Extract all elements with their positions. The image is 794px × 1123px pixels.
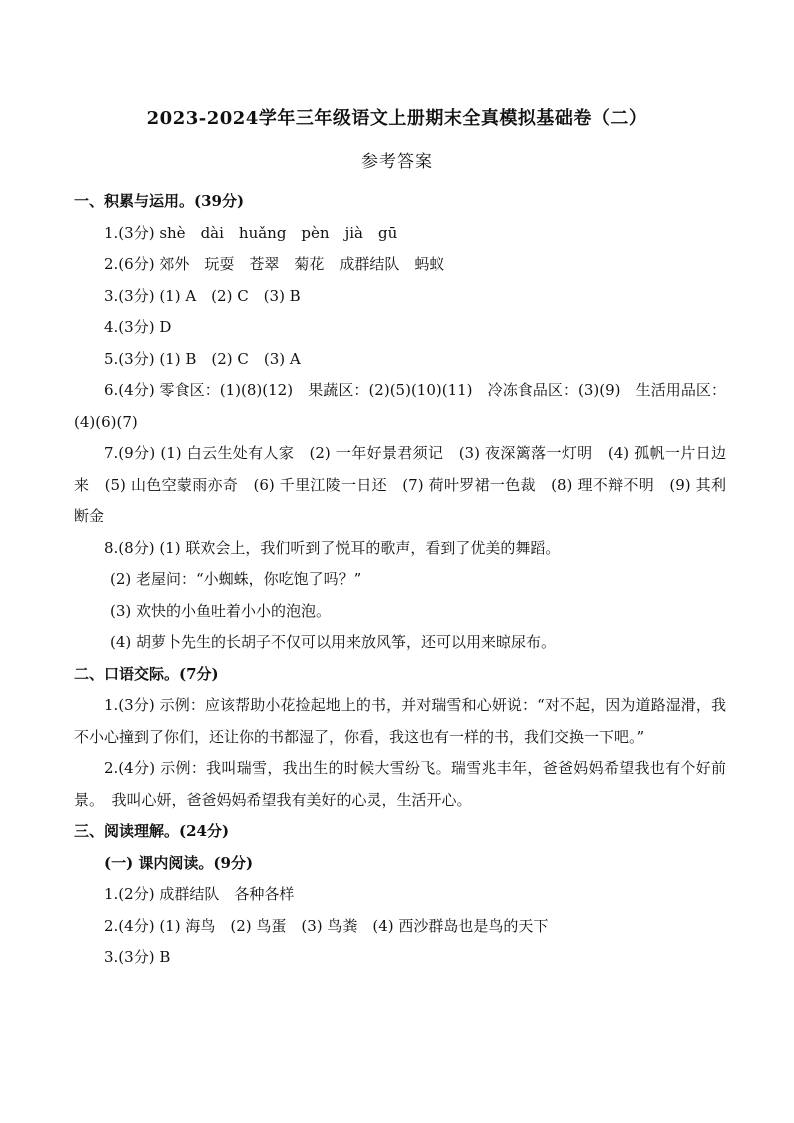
- answer-1-8-2: (2) 老屋问：“小蜘蛛，你吃饱了吗？”: [110, 570, 362, 588]
- section-3-heading: 三、阅读理解。(24分): [74, 822, 230, 840]
- answer-2-1: 1.(3分) 示例：应该帮助小花捡起地上的书，并对瑞雪和心妍说：“对不起，因为道路湿滑，我不小心撞到了你们，还让你的书都湿了，你看，我这也有一样的书，我们交换一下吧。”: [74, 696, 726, 746]
- page-subtitle: 参考答案: [361, 152, 433, 172]
- answer-2-2: 2.(4分) 示例：我叫瑞雪，我出生的时候大雪纷飞。瑞雪兆丰年，爸爸妈妈希望我也有个好前景。 我叫心妍，爸爸妈妈希望我有美好的心灵，生活开心。: [74, 759, 726, 809]
- answer-1-5: 5.(3分) (1) B (2) C (3) A: [104, 349, 301, 368]
- answer-1-4: 4.(3分) D: [104, 318, 172, 336]
- answer-1-3: 3.(3分) (1) A (2) C (3) B: [104, 286, 301, 305]
- answer-1-7: 7.(9分) (1) 白云生处有人家 (2) 一年好景君须记 (3) 夜深篱落一灯明 (4) 孤帆一片日边来 (5) 山色空蒙雨亦奇 (6) 千里江陵一日还 (7) 荷叶罗裙一色裁 (8) 理不辩不明 (9) 其利断金: [74, 444, 726, 525]
- section-2-heading: 二、口语交际。(7分): [74, 664, 219, 683]
- answer-3-2: 2.(4分) (1) 海鸟 (2) 鸟蛋 (3) 鸟粪 (4) 西沙群岛也是鸟的天下: [104, 916, 549, 935]
- page-title: 2023-2024学年三年级语文上册期末全真模拟基础卷（二）: [146, 108, 648, 129]
- answer-3-1: 1.(2分) 成群结队 各种各样: [104, 885, 295, 903]
- answer-1-6: 6.(4分) 零食区：(1)(8)(12) 果蔬区：(2)(5)(10)(11) 冷冻食品区：(3)(9) 生活用品区：(4)(6)(7): [74, 381, 726, 431]
- answer-1-8-3: (3) 欢快的小鱼吐着小小的泡泡。: [110, 601, 332, 620]
- answer-1-2: 2.(6分) 郊外 玩耍 苍翠 菊花 成群结队 蚂蚁: [104, 255, 445, 273]
- answer-1-8: 8.(8分) (1) 联欢会上，我们听到了悦耳的歌声，看到了优美的舞蹈。: [104, 538, 561, 557]
- answer-1-1: 1.(3分) shè dài huǎng pèn jià gū: [104, 223, 398, 242]
- section-1-heading: 一、积累与运用。(39分): [74, 192, 245, 210]
- answer-3-3: 3.(3分) B: [104, 948, 171, 966]
- section-3-sub-1-heading: (一) 课内阅读。(9分): [104, 853, 254, 872]
- answer-content: [74, 186, 726, 974]
- answer-1-8-4: (4) 胡萝卜先生的长胡子不仅可以用来放风筝，还可以用来晾尿布。: [110, 633, 557, 651]
